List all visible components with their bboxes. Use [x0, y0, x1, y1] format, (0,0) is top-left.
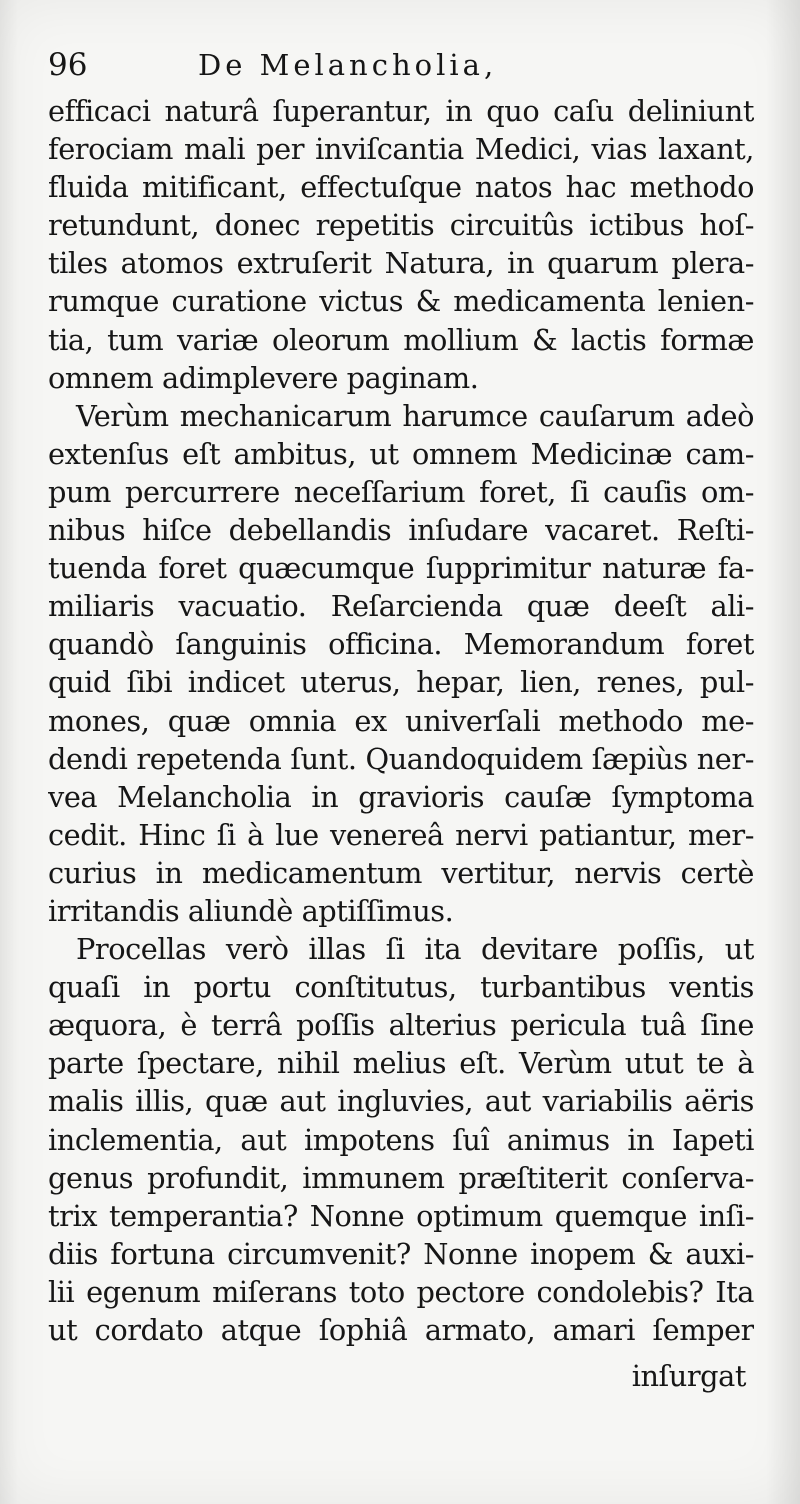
page-edge-shadow [766, 0, 800, 1504]
text-line: æquora, è terrâ poſſis alterius pericula tuâ ſine [48, 1008, 754, 1043]
text-line: diis fortuna circumvenit? Nonne inopem & auxi- [48, 1236, 754, 1271]
text-line: ut cordato atque ſophiâ armato, amari ſemper [48, 1313, 754, 1347]
text-line: irritandis aliundè aptiſſimus. [48, 893, 454, 928]
text-line: quid ſibi indicet uterus, hepar, lien, renes, pul- [48, 665, 754, 700]
text-line: trix temperantia? Nonne optimum quemque inſi- [48, 1198, 754, 1233]
page-number: 96 [48, 47, 88, 83]
text-line: Verùm mechanicarum harumce cauſarum adeò [76, 398, 754, 433]
text-line: tuenda foret quæcumque ſupprimitur naturæ fa- [48, 551, 754, 586]
text-line: rumque curatione victus & medicamenta lenien- [48, 284, 754, 319]
text-line: Procellas verò illas ſi ita devitare poſſis, ut [76, 932, 754, 967]
text-line: inclementia, aut impotens ſuî animus in Iapeti [48, 1122, 754, 1157]
text-line: parte ſpectare, nihil melius eſt. Verùm utut te à [48, 1046, 754, 1081]
text-line: nibus hiſce debellandis inſudare vacaret. Reſti- [48, 513, 754, 548]
text-line: curius in medicamentum vertitur, nervis certè [48, 855, 754, 890]
text-line: ferociam mali per inviſcantia Medici, vias laxant, [48, 132, 754, 167]
text-line: mones, quæ omnia ex univerſali methodo me- [48, 703, 754, 738]
text-line: dendi repetenda ſunt. Quandoquidem ſæpiùs ner- [48, 741, 754, 776]
text-line: tiles atomos extruſerit Natura, in quarum plera- [48, 246, 754, 281]
text-line: efficaci naturâ ſuperantur, in quo caſu deliniunt [48, 94, 754, 128]
text-line: tia, tum variæ oleorum mollium & lactis formæ [48, 322, 754, 357]
text-line: quandò ſanguinis officina. Memorandum foret [48, 627, 754, 662]
text-line: cedit. Hinc ſi à lue venereâ nervi patiantur, mer- [48, 817, 754, 852]
text-line: extenſus eſt ambitus, ut omnem Medicinæ cam- [48, 436, 754, 471]
text-line: quaſi in portu conſtitutus, turbantibus ventis [48, 970, 754, 1005]
text-line: retundunt, donec repetitis circuitûs ictibus hoſ- [48, 208, 754, 243]
text-line: malis illis, quæ aut ingluvies, aut variabilis aëris [48, 1084, 754, 1119]
text-line: miliaris vacuatio. Reſarcienda quæ deeſt ali- [48, 589, 754, 624]
gutter-shadow [0, 0, 18, 1504]
running-title: De Melancholia, [198, 48, 498, 82]
catchword: inſurgat [631, 1359, 746, 1393]
body-text [48, 92, 754, 1392]
text-line: lii egenum miſerans toto pectore condolebis? Ita [48, 1274, 754, 1309]
text-line: fluida mitificant, effectuſque natos hac methodo [48, 170, 754, 205]
text-line: omnem adimplevere paginam. [48, 360, 479, 395]
running-head [48, 40, 758, 90]
text-line: vea Melancholia in gravioris cauſæ ſymptoma [48, 779, 754, 814]
text-line: genus profundit, immunem præſtiterit conſerva- [48, 1160, 754, 1195]
text-line: pum percurrere neceſſarium foret, ſi cauſis om- [48, 474, 754, 509]
